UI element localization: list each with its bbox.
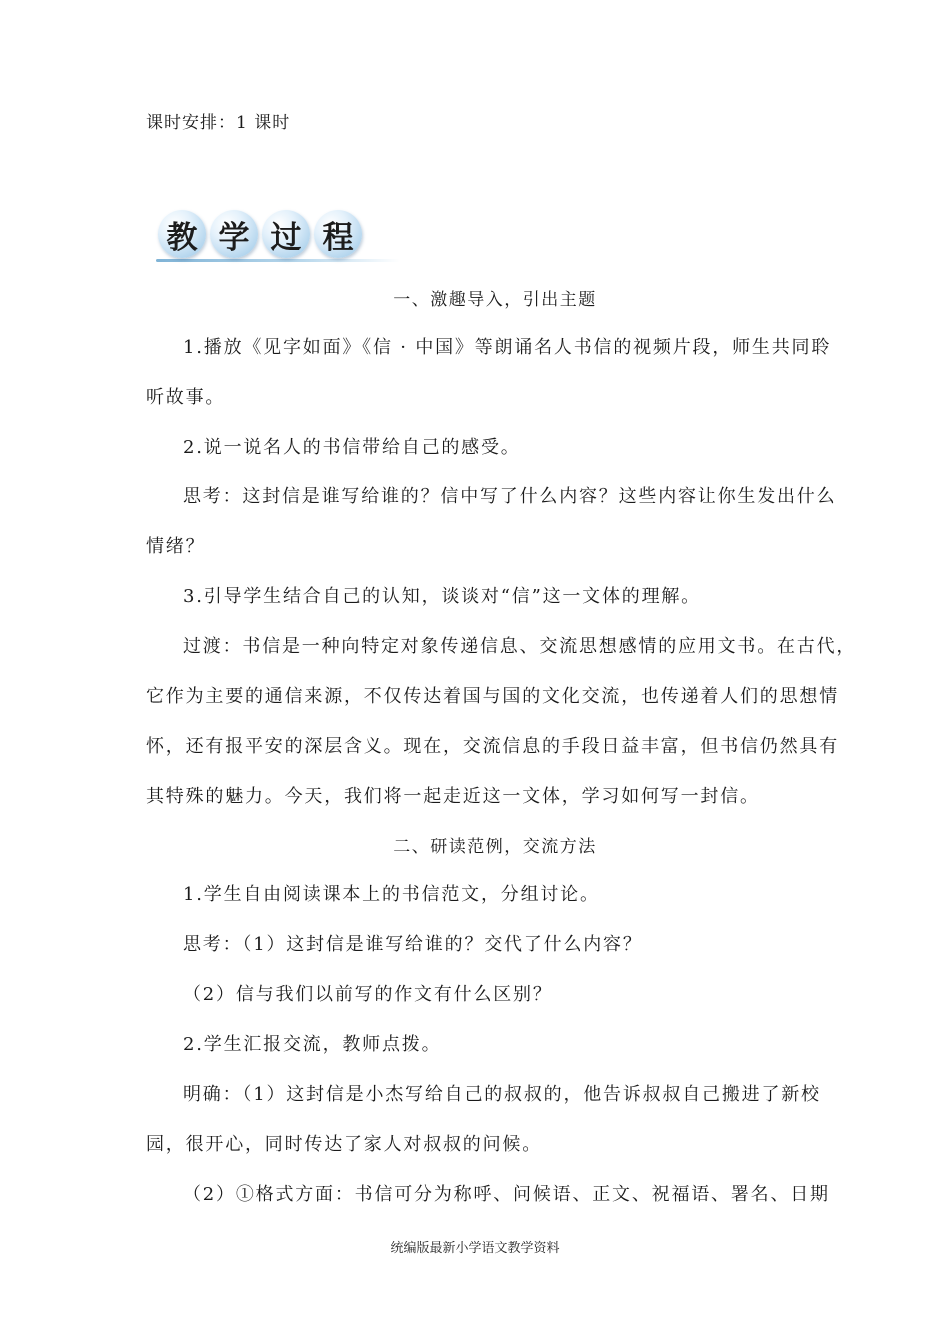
page-footer: 统编版最新小学语文教学资料 [390, 1241, 560, 1256]
banner-char: 过 [262, 210, 310, 258]
schedule-line: 课时安排：1 课时 [146, 113, 291, 133]
section-heading-2: 二、研读范例，交流方法 [393, 837, 597, 857]
body-line: 它作为主要的通信来源，不仅传达着国与国的文化交流，也传递着人们的思想情 [146, 686, 839, 707]
banner-underline [156, 259, 400, 262]
body-line: 1.播放《见字如面》《信 · 中国》等朗诵名人书信的视频片段，师生共同聆 [183, 337, 832, 358]
body-line: （2）信与我们以前写的作文有什么区别？ [183, 984, 553, 1005]
body-line: 2.说一说名人的书信带给自己的感受。 [183, 437, 521, 458]
teaching-process-banner [152, 208, 402, 270]
body-line: 2.学生汇报交流，教师点拨。 [183, 1034, 442, 1055]
body-line: 其特殊的魅力。今天，我们将一起走近这一文体，学习如何写一封信。 [146, 786, 760, 807]
body-line: 1.学生自由阅读课本上的书信范文，分组讨论。 [183, 884, 600, 905]
body-line: 明确：（1）这封信是小杰写给自己的叔叔的，他告诉叔叔自己搬进了新校 [183, 1084, 821, 1105]
body-line: （2）①格式方面：书信可分为称呼、问候语、正文、祝福语、署名、日期 [183, 1184, 830, 1205]
body-line: 怀，还有报平安的深层含义。现在，交流信息的手段日益丰富，但书信仍然具有 [146, 736, 839, 757]
banner-char: 教 [158, 210, 206, 258]
body-line: 情绪？ [146, 536, 206, 557]
body-line: 思考：（1）这封信是谁写给谁的？交代了什么内容？ [183, 934, 643, 955]
body-line: 思考：这封信是谁写给谁的？信中写了什么内容？这些内容让你生发出什么 [183, 486, 837, 507]
body-line: 听故事。 [146, 387, 226, 408]
body-line: 3.引导学生结合自己的认知，谈谈对“信”这一文体的理解。 [183, 586, 701, 607]
body-line: 园，很开心，同时传达了家人对叔叔的问候。 [146, 1134, 542, 1155]
banner-char: 学 [210, 210, 258, 258]
section-heading-1: 一、激趣导入，引出主题 [393, 290, 597, 310]
body-line: 过渡：书信是一种向特定对象传递信息、交流思想感情的应用文书。在古代， [183, 636, 857, 657]
banner-char: 程 [314, 210, 362, 258]
